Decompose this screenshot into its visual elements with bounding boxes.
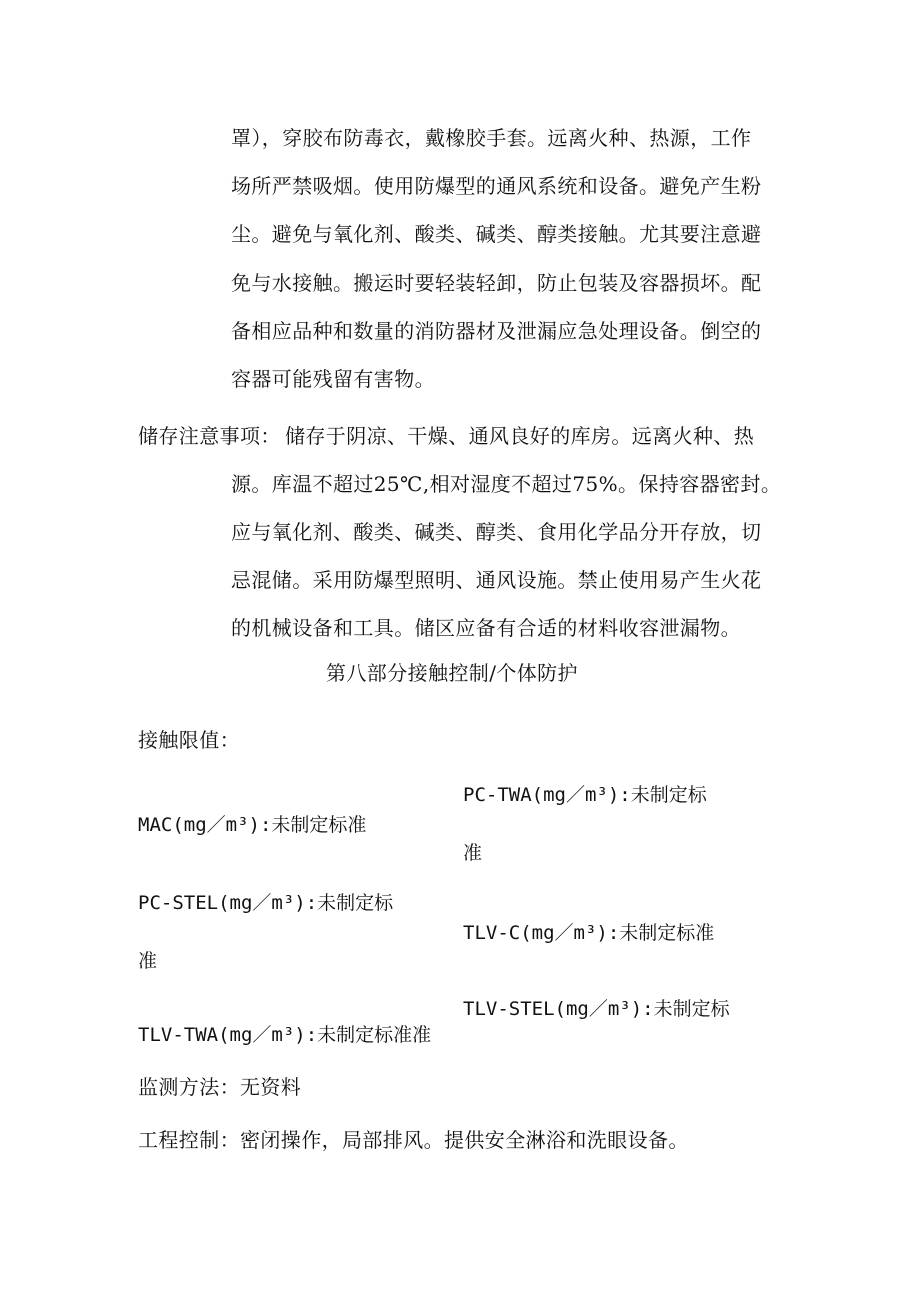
handling-line-2: 场所严禁吸烟。使用防爆型的通风系统和设备。避免产生粉 [231, 174, 762, 198]
storage-line-4: 忌混储。采用防爆型照明、通风设施。禁止使用易产生火花 [231, 568, 762, 592]
exposure-label: 接触限值： [138, 728, 240, 752]
storage-label: 储存注意事项： [138, 424, 281, 448]
pc-stel-line-1: PC-STEL(mg／m³):未制定标 [138, 892, 394, 914]
handling-line-3: 尘。避免与氧化剂、酸类、碱类、醇类接触。尤其要注意避 [231, 222, 762, 246]
tlv-twa-value: TLV-TWA(mg／m³):未制定标准准 [138, 1024, 432, 1046]
tlv-c-value: TLV-C(mg／m³):未制定标准 [463, 922, 715, 944]
storage-line-2: 源。库温不超过25℃,相对湿度不超过75%。保持容器密封。 [231, 472, 782, 496]
storage-line-5: 的机械设备和工具。储区应备有合适的材料收容泄漏物。 [231, 616, 741, 640]
handling-line-4: 免与水接触。搬运时要轻装轻卸，防止包装及容器损坏。配 [231, 271, 762, 295]
mac-value: MAC(mg／m³):未制定标准 [138, 814, 367, 836]
storage-first-line: 储存于阴凉、干燥、通风良好的库房。远离火种、热 [285, 424, 755, 448]
engineering-control: 工程控制：密闭操作，局部排风。提供安全淋浴和洗眼设备。 [138, 1128, 689, 1152]
tlv-stel-value: TLV-STEL(mg／m³):未制定标 [463, 998, 730, 1020]
monitoring-method: 监测方法：无资料 [138, 1075, 302, 1099]
pc-stel-line-2: 准 [138, 950, 158, 972]
handling-line-1: 罩），穿胶布防毒衣，戴橡胶手套。远离火种、热源，工作 [231, 126, 752, 150]
storage-line-3: 应与氧化剂、酸类、碱类、醇类、食用化学品分开存放，切 [231, 520, 762, 544]
section-title: 第八部分接触控制/个体防护 [326, 661, 578, 685]
pc-twa-line-1: PC-TWA(mg／m³):未制定标 [463, 784, 707, 806]
pc-twa-line-2: 准 [463, 842, 483, 864]
handling-line-6: 容器可能残留有害物。 [231, 367, 435, 391]
handling-line-5: 备相应品种和数量的消防器材及泄漏应急处理设备。倒空的 [231, 319, 762, 343]
